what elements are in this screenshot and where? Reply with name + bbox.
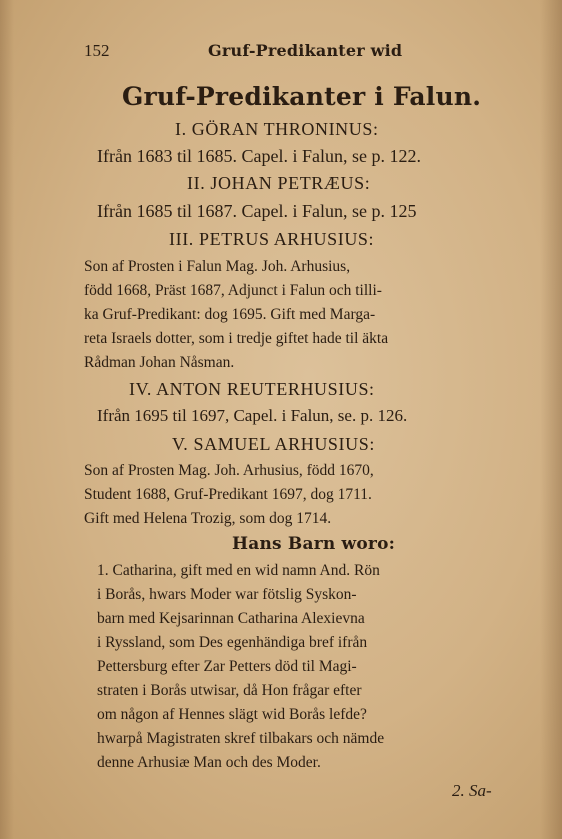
children-line: i Ryssland, som Des egenhändiga bref ifrån	[97, 634, 368, 651]
entry-line: Student 1688, Gruf-Predikant 1697, dog 1711.	[84, 486, 372, 503]
entry-heading-1: I. GÖRAN THRONINUS:	[175, 119, 379, 139]
children-heading: Hans Barn woro:	[232, 534, 396, 554]
children-line: hwarpå Magistraten skref tilbakars och nämde	[97, 730, 385, 747]
entry-line: Ifrån 1685 til 1687. Capel. i Falun, se p. 125	[97, 201, 417, 221]
entry-line: Ifrån 1695 til 1697, Capel. i Falun, se. p. 126.	[97, 406, 408, 425]
entry-heading-5: V. SAMUEL ARHUSIUS:	[172, 434, 375, 454]
entry-line: Ifrån 1683 til 1685. Capel. i Falun, se p. 122.	[97, 146, 421, 166]
entry-line: Son af Prosten Mag. Joh. Arhusius, född 1670,	[84, 462, 374, 479]
entry-heading-3: III. PETRUS ARHUSIUS:	[169, 229, 375, 249]
entry-line: Rådman Johan Nåsman.	[84, 354, 235, 371]
entry-line: Son af Prosten i Falun Mag. Joh. Arhusius,	[84, 258, 351, 275]
entry-line: ka Gruf-Predikant: dog 1695. Gift med Marga-	[84, 306, 376, 323]
entry-line: reta Israels dotter, som i tredje giftet hade til äkta	[84, 330, 389, 347]
running-title: Gruf-Predikanter wid	[208, 41, 403, 60]
page-number: 152	[84, 41, 110, 60]
catchword: 2. Sa-	[452, 781, 492, 800]
entry-heading-4: IV. ANTON REUTERHUSIUS:	[129, 379, 375, 399]
children-line: om någon af Hennes slägt wid Borås lefde?	[97, 706, 367, 723]
page-edge-right-shadow	[540, 0, 562, 839]
children-line: 1. Catharina, gift med en wid namn And. Rön	[97, 562, 380, 579]
entry-line: född 1668, Präst 1687, Adjunct i Falun och tilli-	[84, 282, 382, 299]
page-edge-left-shadow	[0, 0, 14, 839]
children-line: straten i Borås utwisar, då Hon frågar efter	[97, 682, 362, 699]
entry-line: Gift med Helena Trozig, som dog 1714.	[84, 510, 332, 527]
children-line: i Borås, hwars Moder war fötslig Syskon-	[97, 586, 357, 603]
entry-heading-2: II. JOHAN PETRÆUS:	[187, 173, 371, 193]
page-title: Gruf-Predikanter i Falun.	[122, 82, 482, 111]
children-line: barn med Kejsarinnan Catharina Alexievna	[97, 610, 365, 627]
children-line: denne Arhusiæ Man och des Moder.	[97, 754, 321, 771]
children-line: Pettersburg efter Zar Petters död til Magi-	[97, 658, 357, 675]
